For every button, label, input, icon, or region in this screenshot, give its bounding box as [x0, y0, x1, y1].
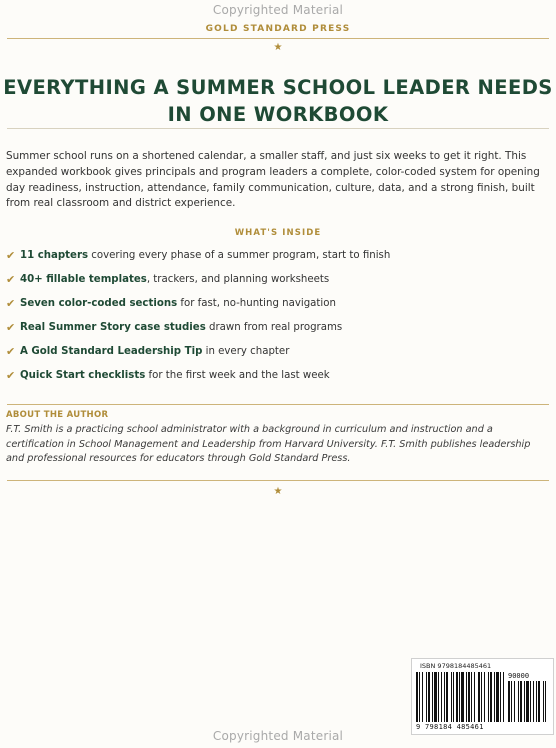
list-item	[6, 291, 546, 315]
bottom-divider	[7, 480, 549, 481]
feature-highlight: A Gold Standard Leadership Tip	[20, 345, 203, 357]
star-ornament-bottom: ★	[273, 486, 283, 497]
list-item	[6, 243, 546, 267]
barcode-stripe	[545, 681, 546, 722]
feature-text: covering every phase of a summer program, start to finish	[88, 249, 391, 261]
barcode-stripe	[503, 672, 504, 722]
barcode-bars	[416, 672, 506, 722]
feature-text: , trackers, and planning worksheets	[146, 273, 330, 285]
about-divider	[7, 404, 549, 405]
barcode-stripe	[481, 672, 482, 722]
barcode-stripe	[461, 672, 464, 722]
barcode-stripe	[459, 672, 460, 722]
feature-highlight: 40+ fillable templates	[20, 273, 147, 285]
barcode-stripe	[441, 672, 442, 722]
barcode-stripe	[419, 672, 420, 722]
barcode-stripe	[451, 672, 452, 722]
check-icon: ✔	[6, 320, 16, 334]
barcode-stripe	[416, 672, 418, 722]
whats-inside-label: WHAT'S INSIDE	[234, 228, 322, 238]
feature-highlight: Seven color-coded sections	[20, 297, 178, 309]
feature-text: for the first week and the last week	[145, 369, 330, 381]
price-code: 90000	[508, 672, 530, 680]
barcode-stripe	[426, 672, 427, 722]
price-bars	[508, 681, 548, 722]
feature-highlight: Real Summer Story case studies	[20, 321, 206, 333]
watermark-top: Copyrighted Material	[212, 3, 344, 17]
barcode-stripe	[494, 672, 495, 722]
barcode-stripe	[484, 672, 485, 722]
barcode-stripe	[488, 672, 489, 722]
barcode-stripe	[538, 681, 540, 722]
feature-text: drawn from real programs	[205, 321, 343, 333]
barcode-stripe	[514, 681, 515, 722]
barcode-stripe	[496, 672, 499, 722]
barcode-stripe	[511, 681, 512, 722]
isbn-label: ISBN 9798184485461	[420, 662, 492, 670]
barcode-stripe	[422, 672, 423, 722]
top-divider	[7, 38, 549, 39]
feature-highlight: 11 chapters	[20, 249, 89, 261]
barcode-stripe	[432, 672, 433, 722]
intro-paragraph: Summer school runs on a shortened calendar, a smaller staff, and just six weeks to get it right. This expanded workbook gives principals and program leaders a complete, color-coded system for opening day readiness, instruction, attendance, family communication, culture, data, and a strong finish, built from real classroom and district experience.	[6, 150, 540, 210]
headline-divider	[7, 128, 549, 129]
barcode-stripe	[543, 681, 544, 722]
barcode-stripe	[474, 672, 475, 722]
check-icon: ✔	[6, 248, 16, 262]
barcode-stripe	[524, 681, 525, 722]
barcode-stripe	[520, 681, 522, 722]
barcode-stripe	[428, 672, 430, 722]
check-icon: ✔	[6, 344, 16, 358]
watermark-bottom: Copyrighted Material	[212, 729, 344, 743]
publisher-name: GOLD STANDARD PRESS	[205, 24, 351, 34]
barcode-stripe	[456, 672, 458, 722]
list-item	[6, 363, 546, 387]
barcode-stripe	[533, 681, 534, 722]
headline-line-1: EVERYTHING A SUMMER SCHOOL LEADER NEEDS	[3, 76, 553, 99]
check-icon: ✔	[6, 272, 16, 286]
headline-line-2: IN ONE WORKBOOK	[167, 103, 389, 126]
barcode-stripe	[453, 672, 454, 722]
barcode-stripe	[536, 681, 537, 722]
barcode-stripe	[518, 681, 519, 722]
about-author-label: ABOUT THE AUTHOR	[6, 410, 109, 420]
check-icon: ✔	[6, 368, 16, 382]
feature-text: for fast, no-hunting navigation	[177, 297, 336, 309]
barcode-stripe	[526, 681, 529, 722]
list-item	[6, 339, 546, 363]
barcode-stripe	[478, 672, 480, 722]
barcode-stripe	[530, 681, 531, 722]
barcode-stripe	[468, 672, 470, 722]
barcode-stripe	[508, 681, 510, 722]
features-list	[6, 243, 546, 387]
barcode-stripe	[446, 672, 448, 722]
feature-text: in every chapter	[202, 345, 290, 357]
check-icon: ✔	[6, 296, 16, 310]
barcode	[411, 658, 554, 735]
barcode-stripe	[500, 672, 501, 722]
star-ornament-top: ★	[273, 42, 283, 53]
list-item	[6, 315, 546, 339]
barcode-stripe	[444, 672, 445, 722]
list-item	[6, 267, 546, 291]
barcode-stripe	[466, 672, 467, 722]
isbn-digits: 9 798184 485461	[416, 723, 484, 731]
barcode-stripe	[438, 672, 439, 722]
barcode-stripe	[434, 672, 437, 722]
barcode-stripe	[490, 672, 492, 722]
feature-highlight: Quick Start checklists	[20, 369, 146, 381]
headline	[0, 74, 556, 128]
barcode-stripe	[471, 672, 472, 722]
about-author-text: F.T. Smith is a practicing school administrator with a background in curriculum and instruction and a certification in School Management and Leadership from Harvard University. F.T. Smith publishes leadership and professional resources for educators through Gold Standard Press.	[6, 424, 531, 465]
